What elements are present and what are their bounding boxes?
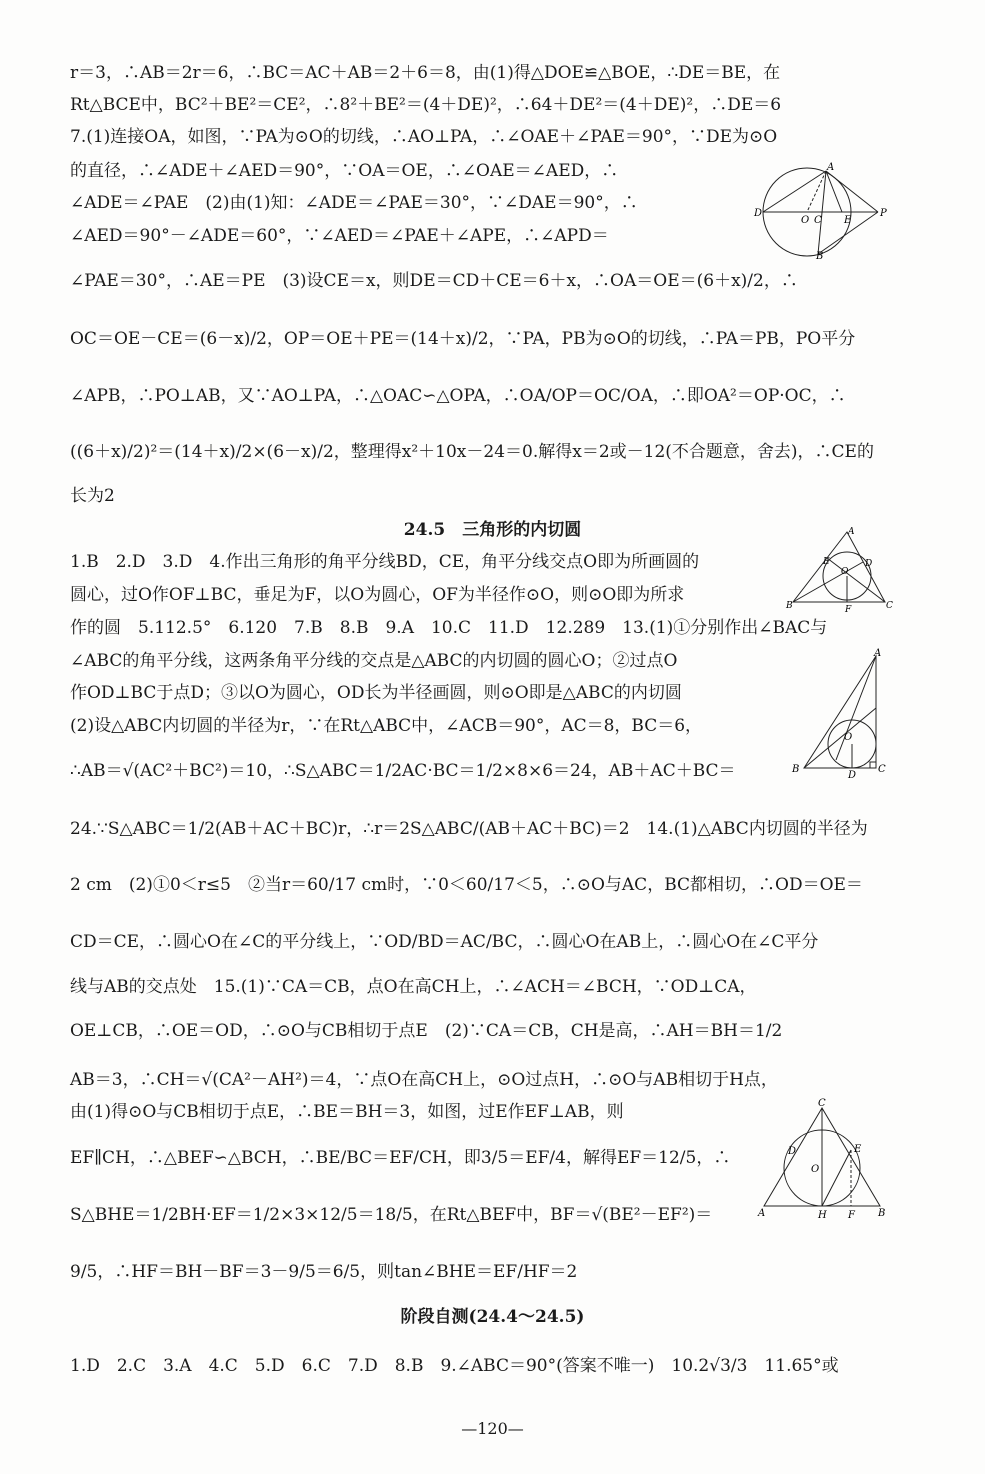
fig4-label-a: A: [758, 1208, 766, 1219]
text-line-20: 2 cm (2)①0＜r≤5 ②当r＝60/17 cm时，∵0＜60/17＜5，∴⊙O与AC，BC都相切，∴OD＝OE＝: [70, 875, 863, 895]
section-heading-24-5: 24.5 三角形的内切圆: [403, 520, 582, 540]
fig1-label-p: P: [880, 208, 887, 219]
text-line-4: 的直径，∴∠ADE＋∠AED＝90°，∵OA＝OE，∴∠OAE＝∠AED，∴: [70, 161, 619, 181]
text-line-11: 长为2: [70, 486, 115, 506]
text-line-21: CD＝CE，∴圆心O在∠C的平分线上，∵OD/BD＝AC/BC，∴圆心O在AB上，∴圆心O在∠C平分: [70, 932, 819, 952]
fig1-label-e: E: [844, 215, 852, 226]
text-line-1: r＝3，∴AB＝2r＝6，∴BC＝AC＋AB＝2＋6＝8，由(1)得△DOE≌△BOE，∴DE＝BE，在: [70, 63, 781, 83]
figure-right-triangle-incircle: [790, 648, 890, 782]
fig4-label-d: D: [788, 1146, 797, 1157]
text-line-8: OC＝OE－CE＝(6－x)/2，OP＝OE＋PE＝(14＋x)/2，∵PA，PB为⊙O的切线，∴PA＝PB，PO平分: [70, 329, 856, 349]
fig3-label-b: B: [792, 764, 800, 775]
fig4-label-c: C: [818, 1098, 826, 1109]
text-line-5: ∠ADE＝∠PAE (2)由(1)知：∠ADE＝∠PAE＝30°，∵∠DAE＝90°，∴: [70, 193, 638, 213]
fig2-label-f: F: [845, 605, 852, 614]
fig2-label-o: O: [841, 567, 849, 577]
text-line-13: 圆心，过O作OF⊥BC，垂足为F，以O为圆心，OF为半径作⊙O，则⊙O即为所求: [70, 585, 685, 605]
text-line-14: 作的圆 5.112.5° 6.120 7.B 8.B 9.A 10.C 11.D 12.289 13.(1)①分别作出∠BAC与: [70, 618, 828, 638]
fig1-label-d: D: [754, 208, 763, 219]
fig3-label-o: O: [844, 732, 853, 743]
text-line-22: 线与AB的交点处 15.(1)∵CA＝CB，点O在高CH上，∴∠ACH＝∠BCH，∵OD⊥CA，: [70, 977, 757, 997]
text-line-18: ∴AB＝√(AC²＋BC²)＝10，∴S△ABC＝1/2AC·BC＝1/2×8×6＝24，AB＋AC＋BC＝: [70, 761, 736, 781]
text-line-10: ((6＋x)/2)²＝(14＋x)/2×(6－x)/2，整理得x²＋10x－24＝0.解得x＝2或－12(不合题意，舍去)，∴CE的: [70, 442, 874, 462]
text-line-27: S△BHE＝1/2BH·EF＝1/2×3×12/5＝18/5，在Rt△BEF中，BF＝√(BE²－EF²)＝: [70, 1205, 713, 1225]
section-heading-stage-test: 阶段自测(24.4～24.5): [400, 1307, 585, 1327]
text-line-6: ∠AED＝90°－∠ADE＝60°，∵∠AED＝∠PAE＋∠APE，∴∠APD＝: [70, 226, 609, 246]
text-line-7: ∠PAE＝30°，∴AE＝PE (3)设CE＝x，则DE＝CD＋CE＝6＋x，∴OA＝OE＝(6＋x)/2，∴: [70, 271, 798, 291]
text-line-15: ∠ABC的角平分线，这两条角平分线的交点是△ABC的内切圆的圆心O；②过点O: [70, 651, 678, 671]
text-line-2: Rt△BCE中，BC²＋BE²＝CE²，∴8²＋BE²＝(4＋DE)²，∴64＋DE²＝(4＋DE)²，∴DE＝6: [70, 95, 782, 115]
fig3-label-c: C: [878, 764, 886, 775]
text-line-26: EF∥CH，∴△BEF∽△BCH，∴BE/BC＝EF/CH，即3/5＝EF/4，解得EF＝12/5，∴: [70, 1148, 731, 1168]
text-line-17: (2)设△ABC内切圆的半径为r，∵在Rt△ABC中，∠ACB＝90°，AC＝8，BC＝6，: [70, 716, 703, 736]
fig4-label-h: H: [818, 1210, 827, 1220]
page-number: —120—: [461, 1419, 524, 1438]
text-line-9: ∠APB，∴PO⊥AB，又∵AO⊥PA，∴△OAC∽△OPA，∴OA/OP＝OC/OA，∴即OA²＝OP·OC，∴: [70, 386, 846, 406]
fig2-label-d: D: [865, 559, 873, 569]
fig2-label-c: C: [886, 601, 893, 611]
text-line-19: 24.∵S△ABC＝1/2(AB＋AC＋BC)r，∴r＝2S△ABC/(AB＋AC＋BC)＝2 14.(1)△ABC内切圆的半径为: [70, 819, 868, 839]
fig2-label-a: A: [848, 527, 855, 537]
text-line-3: 7.(1)连接OA，如图，∵PA为⊙O的切线，∴AO⊥PA，∴∠OAE＋∠PAE＝90°，∵DE为⊙O: [70, 127, 778, 147]
figure-tangent-circle: [752, 160, 892, 264]
text-line-28: 9/5，∴HF＝BH－BF＝3－9/5＝6/5，则tan∠BHE＝EF/HF＝2: [70, 1262, 578, 1282]
fig1-label-b: B: [816, 251, 824, 260]
fig1-label-a: A: [827, 162, 835, 173]
fig3-label-d: D: [848, 770, 857, 778]
text-line-16: 作OD⊥BC于点D；③以O为圆心，OD长为半径画圆，则⊙O即是△ABC的内切圆: [70, 683, 682, 703]
fig1-label-o: O: [801, 215, 810, 226]
fig2-label-e: E: [823, 557, 830, 567]
fig4-label-e: E: [854, 1144, 862, 1155]
text-line-25: 由(1)得⊙O与CB相切于点E，∴BE＝BH＝3，如图，过E作EF⊥AB，则: [70, 1102, 624, 1122]
figure-incircle-triangle: [785, 526, 895, 618]
text-line-29: 1.D 2.C 3.A 4.C 5.D 6.C 7.D 8.B 9.∠ABC＝90°(答案不唯一) 10.2√3/3 11.65°或: [70, 1356, 839, 1376]
fig3-label-a: A: [874, 648, 882, 659]
text-line-24: AB＝3，∴CH＝√(CA²－AH²)＝4，∵点O在高CH上，⊙O过点H，∴⊙O与AB相切于H点，: [70, 1070, 778, 1090]
text-line-12: 1.B 2.D 3.D 4.作出三角形的角平分线BD，CE，角平分线交点O即为所画圆的: [70, 552, 700, 572]
fig1-label-c: C: [814, 215, 822, 226]
fig4-label-b: B: [878, 1208, 886, 1219]
fig2-label-b: B: [786, 601, 793, 611]
text-line-23: OE⊥CB，∴OE＝OD，∴⊙O与CB相切于点E (2)∵CA＝CB，CH是高，∴AH＝BH＝1/2: [70, 1021, 783, 1041]
fig4-label-o: O: [811, 1164, 820, 1175]
figure-isosceles-circle: [756, 1098, 888, 1224]
fig4-label-f: F: [848, 1210, 855, 1220]
